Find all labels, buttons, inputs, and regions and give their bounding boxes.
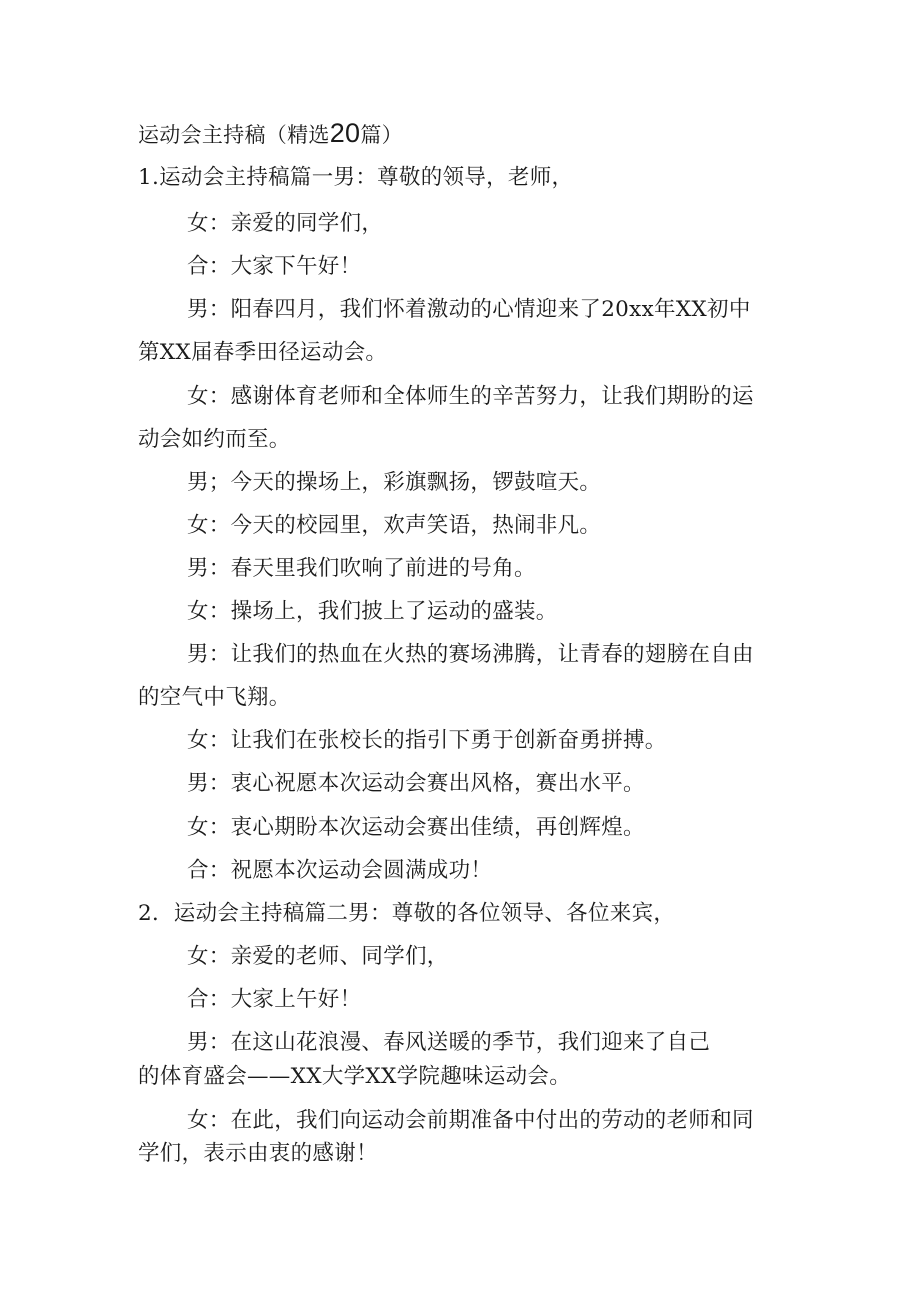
paragraph-continuation: 的空气中飞翔。 — [138, 685, 291, 710]
paragraph: 男：阳春四月，我们怀着激动的心情迎来了20xx年XX初中 — [187, 297, 751, 322]
paragraph: 女：感谢体育老师和全体师生的辛苦努力，让我们期盼的运 — [187, 384, 754, 409]
paragraph: 男：衷心祝愿本次运动会赛出风格，赛出水平。 — [187, 771, 645, 796]
paragraph: 男；今天的操场上，彩旗飘扬，锣鼓喧天。 — [187, 470, 602, 495]
paragraph: 合：大家上午好！ — [187, 987, 362, 1012]
paragraph-continuation: 第XX届春季田径运动会。 — [138, 340, 388, 365]
paragraph: 合：大家下午好！ — [187, 254, 362, 279]
title-text-end: 篇） — [360, 123, 403, 147]
title-number: 20 — [329, 118, 361, 148]
paragraph-continuation: 的体育盛会——XX大学XX学院趣味运动会。 — [138, 1064, 572, 1089]
paragraph: 女：让我们在张校长的指引下勇于创新奋勇拼搏。 — [187, 728, 667, 753]
title-text: 运动会主持稿（精选 — [138, 123, 330, 147]
section-heading-1: 1.运动会主持稿篇一男：尊敬的领导，老师， — [138, 165, 574, 190]
section-heading-2: 2．运动会主持稿篇二男：尊敬的各位领导、各位来宾， — [138, 901, 676, 926]
paragraph: 男：在这山花浪漫、春风送暖的季节，我们迎来了自己 — [187, 1030, 711, 1055]
paragraph: 合：祝愿本次运动会圆满成功！ — [187, 858, 493, 883]
paragraph: 女：衷心期盼本次运动会赛出佳绩，再创辉煌。 — [187, 815, 645, 840]
paragraph: 男：让我们的热血在火热的赛场沸腾，让青春的翅膀在自由 — [187, 642, 754, 667]
paragraph: 男：春天里我们吹响了前进的号角。 — [187, 556, 536, 581]
paragraph: 女：今天的校园里，欢声笑语，热闹非凡。 — [187, 513, 602, 538]
paragraph-continuation: 动会如约而至。 — [138, 427, 291, 452]
paragraph: 女：在此，我们向运动会前期准备中付出的劳动的老师和同 — [187, 1108, 754, 1133]
paragraph: 女：亲爱的同学们， — [187, 211, 384, 236]
paragraph-continuation: 学们，表示由衷的感谢！ — [138, 1141, 378, 1166]
paragraph: 女：操场上，我们披上了运动的盛装。 — [187, 599, 558, 624]
document-title — [138, 119, 403, 149]
paragraph: 女：亲爱的老师、同学们， — [187, 944, 449, 969]
